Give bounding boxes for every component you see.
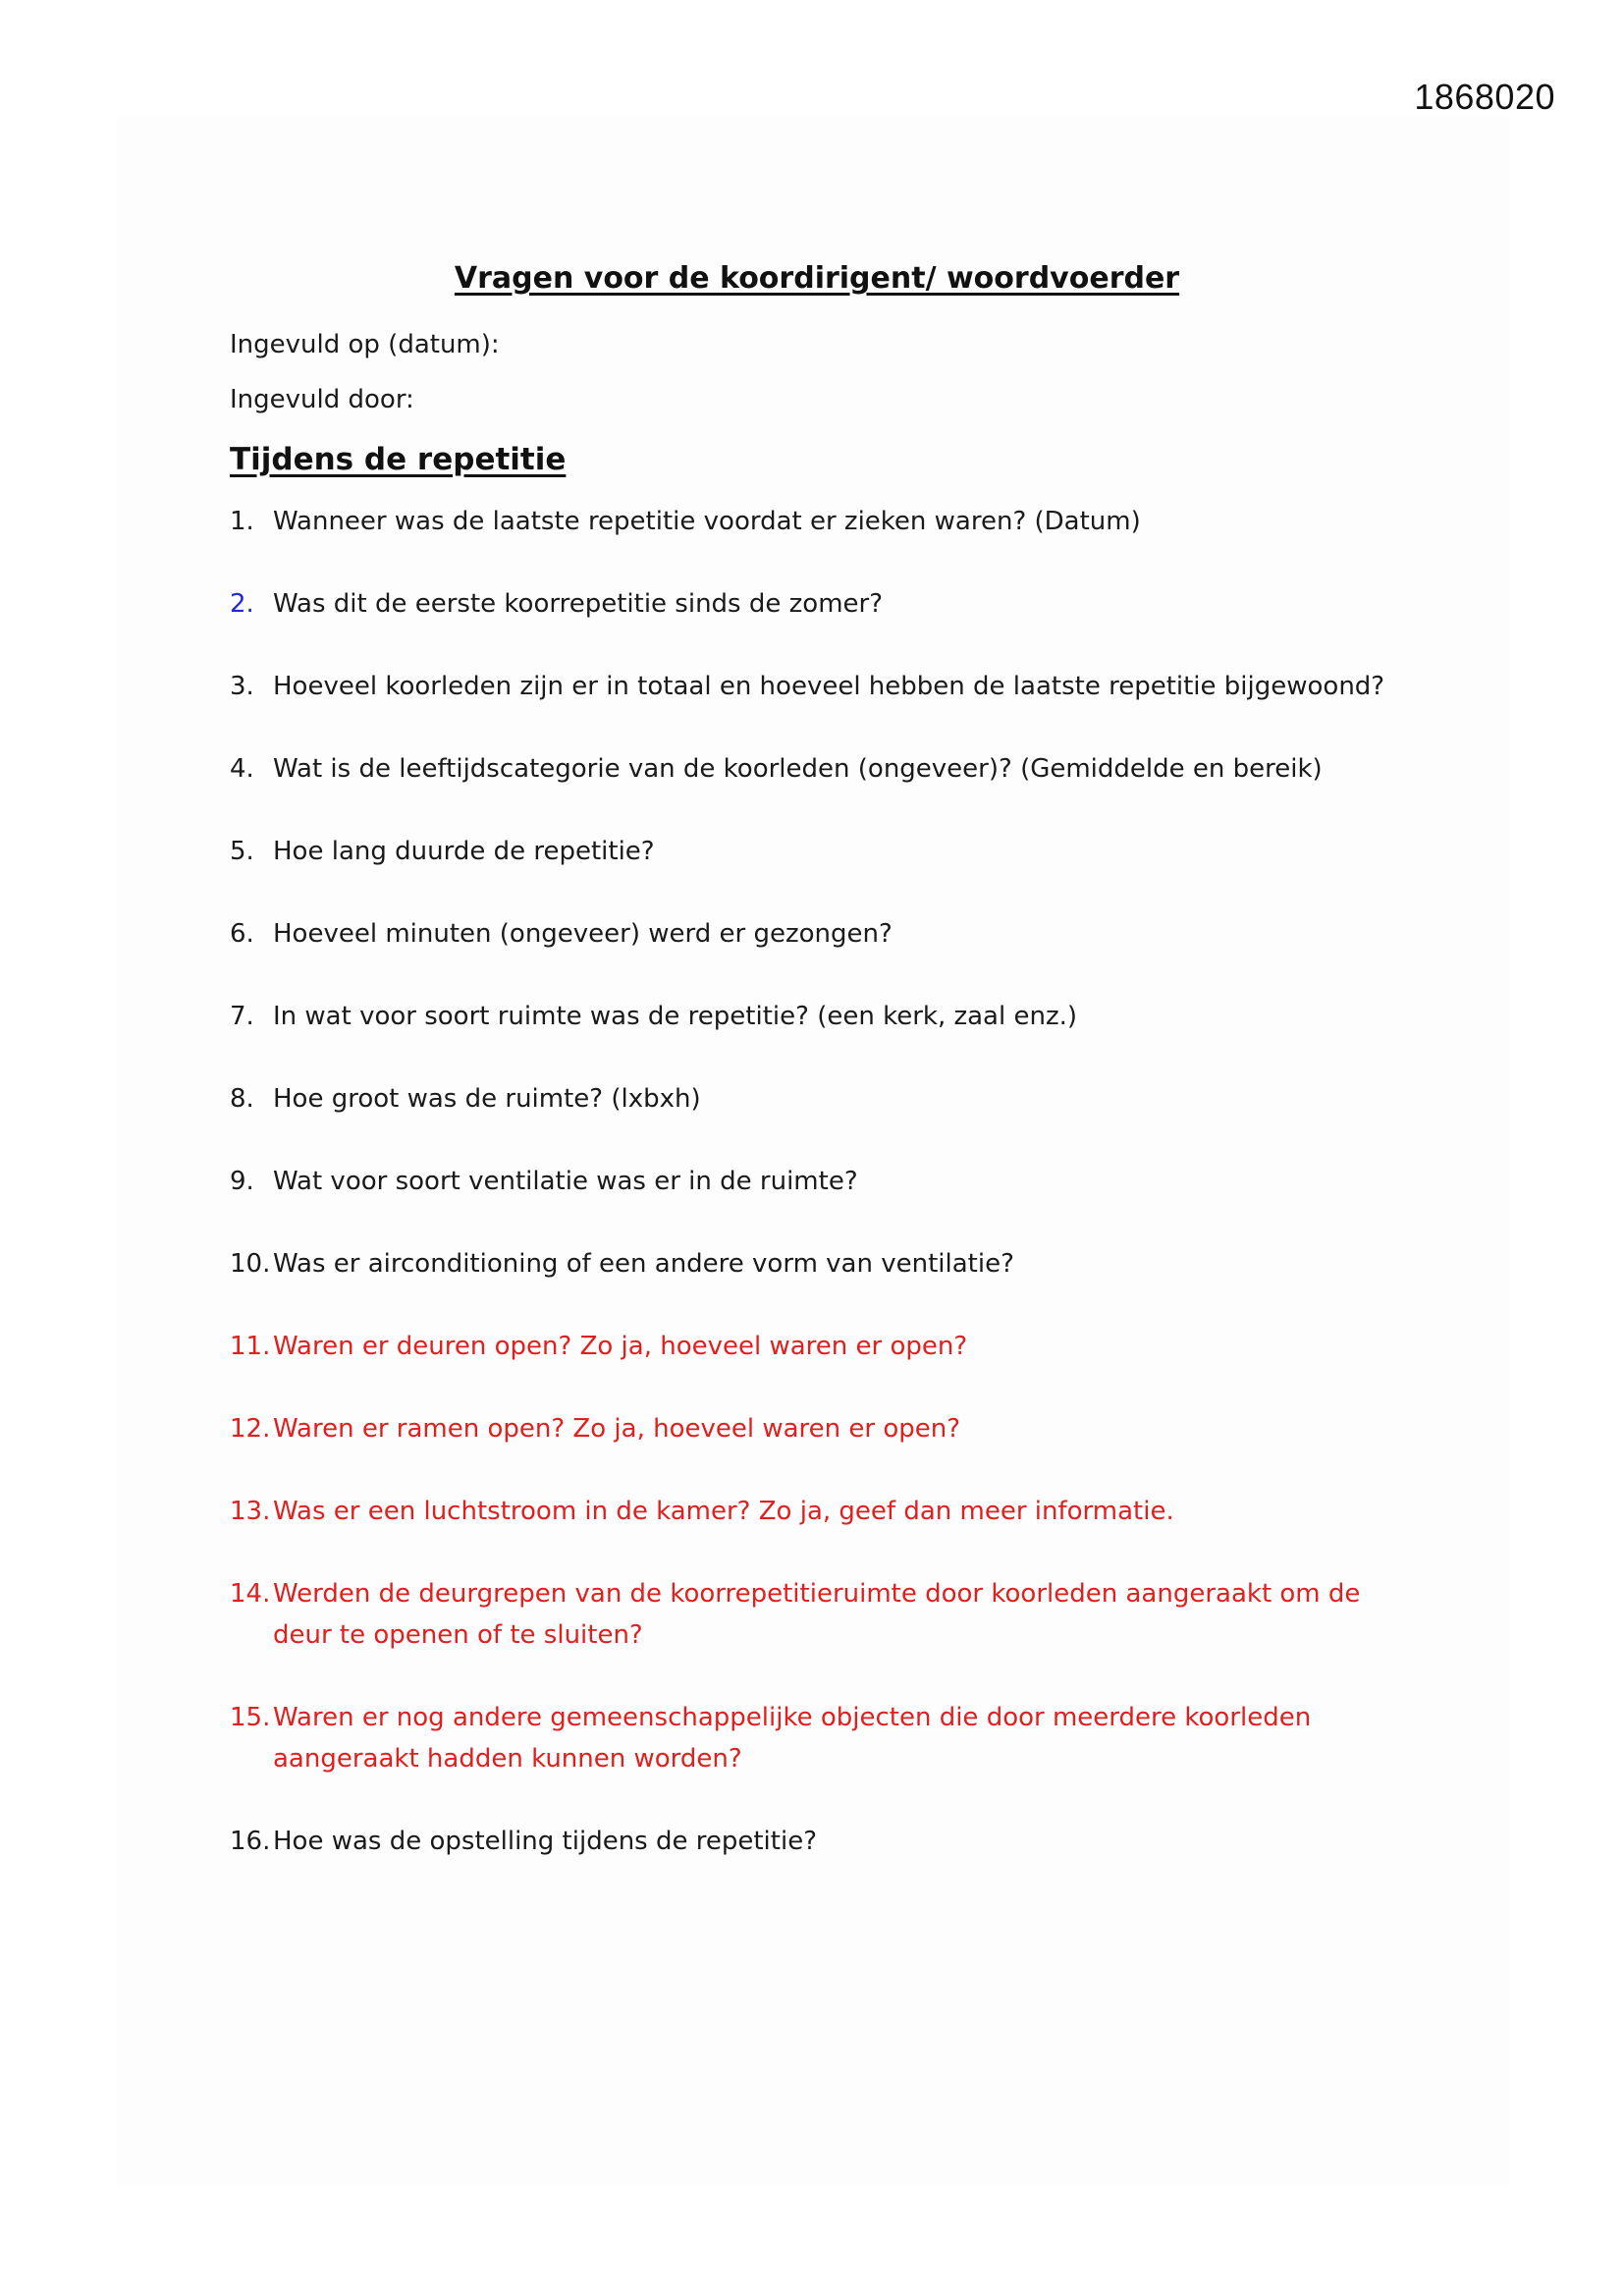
question-item	[230, 1243, 1408, 1285]
question-number: 2.	[230, 589, 254, 619]
question-item	[230, 996, 1408, 1037]
question-number: 1.	[230, 507, 254, 536]
question-item	[230, 1491, 1408, 1532]
question-number: 16.	[230, 1827, 271, 1856]
question-item	[230, 1573, 1408, 1656]
question-text: Was er een luchtstroom in de kamer? Zo ja, geef dan meer informatie.	[273, 1497, 1174, 1526]
question-item	[230, 666, 1408, 707]
question-number: 11.	[230, 1332, 271, 1361]
question-number: 4.	[230, 754, 254, 784]
question-item	[230, 1821, 1408, 1862]
question-number: 7.	[230, 1002, 254, 1031]
filled-by-field-label: Ingevuld door:	[230, 385, 414, 414]
question-number: 14.	[230, 1579, 271, 1609]
question-item	[230, 1326, 1408, 1367]
question-text: Wat voor soort ventilatie was er in de ruimte?	[273, 1167, 858, 1196]
question-text: Hoe groot was de ruimte? (lxbxh)	[273, 1084, 701, 1114]
question-text: Hoeveel minuten (ongeveer) werd er gezongen?	[273, 919, 893, 949]
question-text: Wanneer was de laatste repetitie voordat er zieken waren? (Datum)	[273, 507, 1141, 536]
question-number: 12.	[230, 1414, 271, 1444]
question-number: 3.	[230, 672, 254, 701]
question-item	[230, 1161, 1408, 1202]
question-number: 8.	[230, 1084, 254, 1114]
question-number: 15.	[230, 1703, 271, 1732]
question-item	[230, 748, 1408, 790]
question-item	[230, 501, 1408, 542]
date-field-label: Ingevuld op (datum):	[230, 330, 500, 359]
document-title: Vragen voor de koordirigent/ woordvoerder	[454, 261, 1180, 296]
document-id: 1868020	[1414, 77, 1555, 117]
question-text: Hoeveel koorleden zijn er in totaal en hoeveel hebben de laatste repetitie bijgewoond?	[273, 672, 1385, 701]
question-number: 6.	[230, 919, 254, 949]
question-list	[230, 501, 1408, 1903]
question-text: Was dit de eerste koorrepetitie sinds de zomer?	[273, 589, 884, 619]
question-item	[230, 1697, 1408, 1779]
question-text: Hoe lang duurde de repetitie?	[273, 837, 655, 866]
question-item	[230, 831, 1408, 872]
question-item	[230, 1408, 1408, 1449]
section-heading: Tijdens de repetitie	[230, 442, 567, 477]
question-number: 13.	[230, 1497, 271, 1526]
question-item	[230, 913, 1408, 955]
question-item	[230, 583, 1408, 625]
question-number: 9.	[230, 1167, 254, 1196]
question-text: Hoe was de opstelling tijdens de repetitie?	[273, 1827, 817, 1856]
question-text: In wat voor soort ruimte was de repetitie? (een kerk, zaal enz.)	[273, 1002, 1077, 1031]
question-text: Werden de deurgrepen van de koorrepetitieruimte door koorleden aangeraakt om de deur te openen of te sluiten?	[273, 1579, 1361, 1650]
question-number: 10.	[230, 1249, 271, 1279]
question-text: Wat is de leeftijdscategorie van de koorleden (ongeveer)? (Gemiddelde en bereik)	[273, 754, 1323, 784]
question-number: 5.	[230, 837, 254, 866]
question-item	[230, 1078, 1408, 1120]
question-text: Waren er nog andere gemeenschappelijke objecten die door meerdere koorleden aangeraakt hadden kunnen worden?	[273, 1703, 1312, 1774]
question-text: Was er airconditioning of een andere vorm van ventilatie?	[273, 1249, 1014, 1279]
question-text: Waren er deuren open? Zo ja, hoeveel waren er open?	[273, 1332, 968, 1361]
question-text: Waren er ramen open? Zo ja, hoeveel waren er open?	[273, 1414, 961, 1444]
